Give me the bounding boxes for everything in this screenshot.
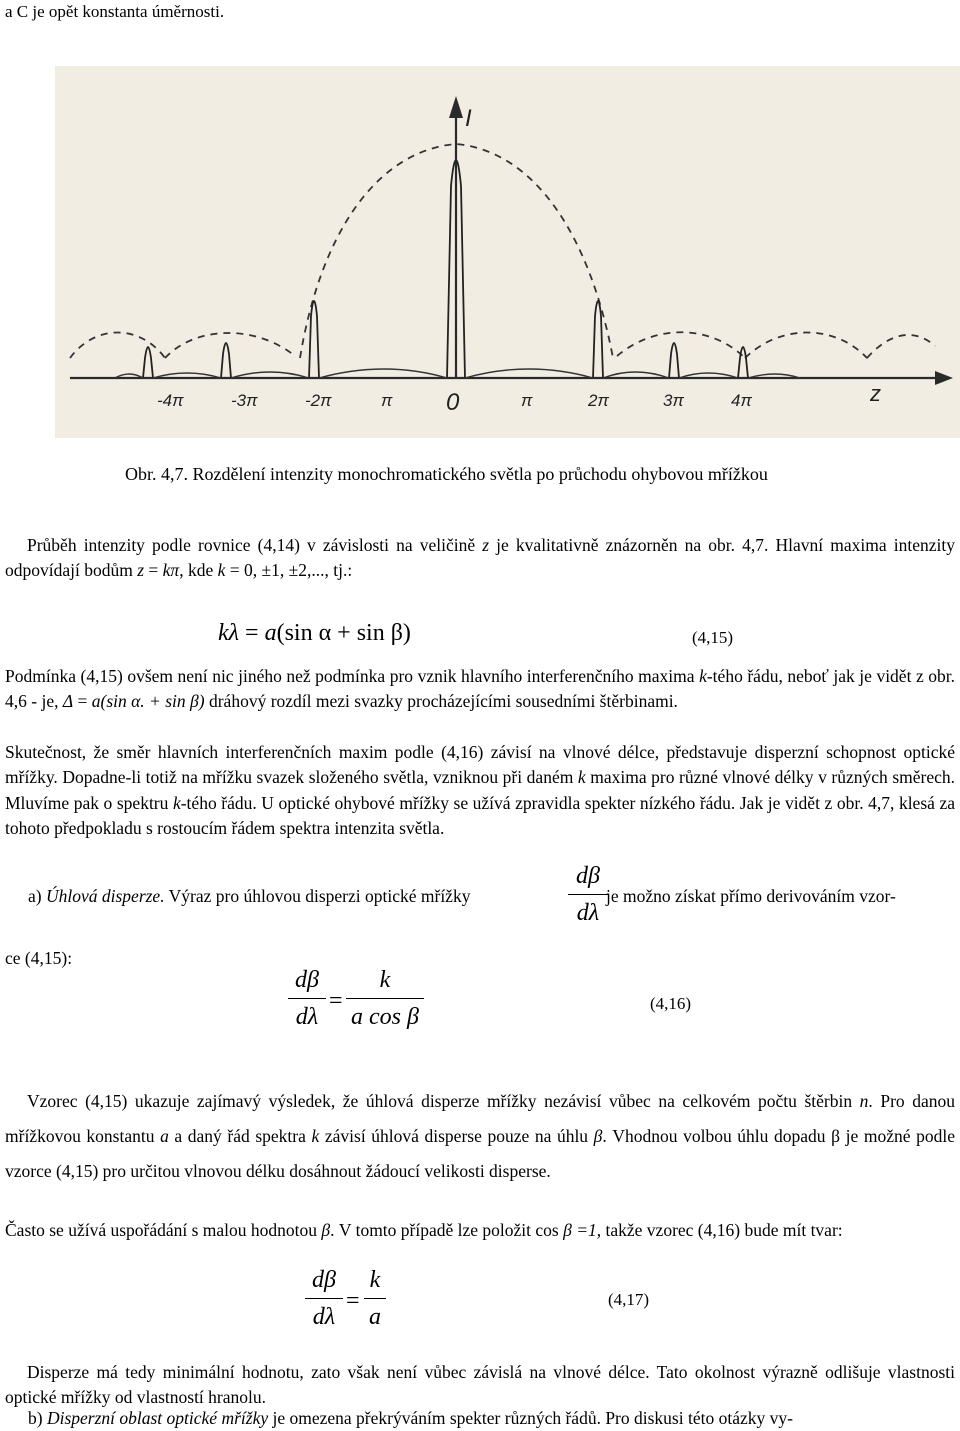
equation-number: (4,16) [650,994,692,1013]
frac-den: dλ [295,1004,319,1030]
z-axis-arrow [935,371,953,385]
x-axis-label: z [870,381,881,406]
tick-label: 3π [663,391,684,410]
tick-label: -4π [157,391,184,410]
paragraph-1 [5,533,955,584]
y-axis-label: I [465,105,472,132]
var-beta: β [593,1126,603,1146]
frac-line [568,894,608,895]
equation-number: (4,15) [692,628,734,647]
eq416-right-fraction [346,968,424,1029]
eq-body: (sin α + sin β) [276,620,411,646]
tick-label: -2π [305,391,332,410]
text: . Vhodnou volbou úhlu dopadu β je možné podle vzorce (4,15) pro určitou vlnovou délku dosáhnout žádoucí velikosti disperse. [5,1126,955,1181]
paragraph-2 [5,664,955,715]
top-text: a C je opět konstanta úměrnosti. [5,2,225,21]
label: a) [28,886,46,906]
text: . V tomto případě lze položit cos [330,1220,564,1240]
eq417-right-fraction [364,1268,386,1329]
var-n: n [859,1091,869,1111]
text: Skutečnost, že směr hlavních interferenčních maxim podle (4,16) závisí na vlnové délce, představuje disperzní schopnost optické mřížky. Dopadne-li totiž na mřížku svazek složeného světla, vzniknou při daném [5,742,955,788]
frac-den: a cos β [351,1004,419,1030]
text: závisí úhlová disperse pouze na úhlu [319,1126,594,1146]
tick-label: 0 [446,389,460,416]
var-k: k [577,767,586,788]
tick-label: -3π [231,391,258,410]
equation-4-15 [218,616,411,651]
text: Často se užívá uspořádání s malou hodnotou [5,1220,322,1240]
tick-label: π [381,391,393,410]
eq-sign: = [245,620,259,646]
frac-line [305,1298,343,1299]
frac-line [346,998,424,999]
var-k: k [172,792,181,813]
var-kpi: kπ [162,560,180,581]
var-a: a [160,1126,169,1146]
frac-line [288,998,326,999]
text: maxima pro různé vlnové délky v různých směrech. Mluvíme pak o spektru [5,767,956,813]
text: Výraz pro úhlovou disperzi optické mřížky [164,886,471,906]
eq416-left-fraction [288,968,326,1029]
envelope-curve [70,144,935,358]
eq417-left-fraction [305,1268,343,1329]
frac-num: dβ [312,1267,336,1293]
text: . Pro danou mřížkovou konstantu [5,1091,956,1146]
paragraph-8 [28,1406,955,1431]
text: Podmínka (4,15) ovšem není nic jiného než podmínka pro vznik hlavního interferenčního maxima [5,666,700,686]
tick-label: 4π [731,391,752,410]
figure-caption: Obr. 4,7. Rozdělení intenzity monochromatického světla po průchodu ohybovou mřížkou [125,464,768,484]
paragraph-7: Disperze má tedy minimální hodnotu, zato však není vůbec závislá na vlnové délce. Tato okolnost výrazně odlišuje vlastnosti optické mřížky od vlastností hranolu. [5,1362,955,1408]
eq-a: a [264,620,277,646]
paragraph-4-cont: je možno získat přímo derivováním vzor- [606,886,896,906]
figure-intensity-plot [55,66,960,438]
section-title: Disperzní oblast optické mřížky [46,1408,269,1428]
equation-number: (4,17) [608,1290,650,1309]
text: a daný řád spektra [168,1126,312,1146]
frac-den: dλ [312,1304,336,1330]
frac-den: dλ [576,900,600,926]
principal-maxima [143,160,748,378]
frac-num: k [379,967,391,993]
tick-labels [157,389,752,416]
text: , kde [179,560,218,581]
figure-svg [55,66,960,438]
frac-num: dβ [576,863,600,889]
var-k: k [217,560,226,581]
paragraph-4 [28,884,470,909]
frac-den: a [369,1304,381,1330]
tick-label: 2π [588,391,609,410]
var-k: k [699,666,707,686]
eq417-sign: = [346,1288,360,1314]
paragraph-4-end: ce (4,15): [5,948,73,968]
fraction-dbeta-dlambda [568,864,608,925]
text: , takže vzorec (4,16) bude mít tvar: [596,1220,843,1240]
paragraph-3 [5,740,955,842]
secondary-maxima [115,369,800,378]
var-beta: β [321,1220,331,1240]
expr: a(sin α. + sin β) [91,691,205,712]
var-delta: Δ [62,691,74,712]
text: = [144,560,163,581]
section-title: Úhlová disperze. [45,886,165,906]
text: = 0, ±1, ±2,..., tj.: [225,560,353,581]
frac-num: k [369,1267,381,1293]
text: Vzorec (4,15) ukazuje zajímavý výsledek, že úhlová disperze mřížky nezávisí vůbec na celkovém počtu štěrbin [27,1091,860,1111]
i-axis-arrow [449,96,463,118]
text: = [73,691,92,712]
frac-line [364,1298,386,1299]
var-z: z [137,560,145,581]
var-beta: β =1 [563,1220,597,1240]
var-k: k [311,1126,320,1146]
text: -tého řádu. U optické ohybové mřížky se užívá zpravidla spekter nízkého řádu. Jak je vidět z obr. 4,7, klesá za tohoto předpokladu s rostoucím řádem spektra intenzita světla. [5,792,955,839]
paragraph-6 [5,1218,955,1243]
tick-label: π [521,391,533,410]
text: dráhový rozdíl mezi svazky procházejícími sousedními štěrbinami. [204,691,678,712]
frac-num: dβ [295,967,319,993]
var-z: z [482,535,490,555]
paragraph-5 [5,1084,955,1189]
label: b) [28,1408,47,1428]
eq-lhs: kλ [218,620,240,646]
text: Průběh intenzity podle rovnice (4,14) v závislosti na veličině [27,535,483,555]
text: -tého řádu, neboť jak je vidět z obr. 4,6 - je, [5,666,955,712]
eq416-sign: = [329,988,343,1014]
text: je kvalitativně znázorněn na obr. 4,7. Hlavní maxima intenzity odpovídají bodům [5,535,955,581]
text: je omezena překrýváním spekter různých řádů. Pro diskusi této otázky vy- [268,1408,793,1428]
